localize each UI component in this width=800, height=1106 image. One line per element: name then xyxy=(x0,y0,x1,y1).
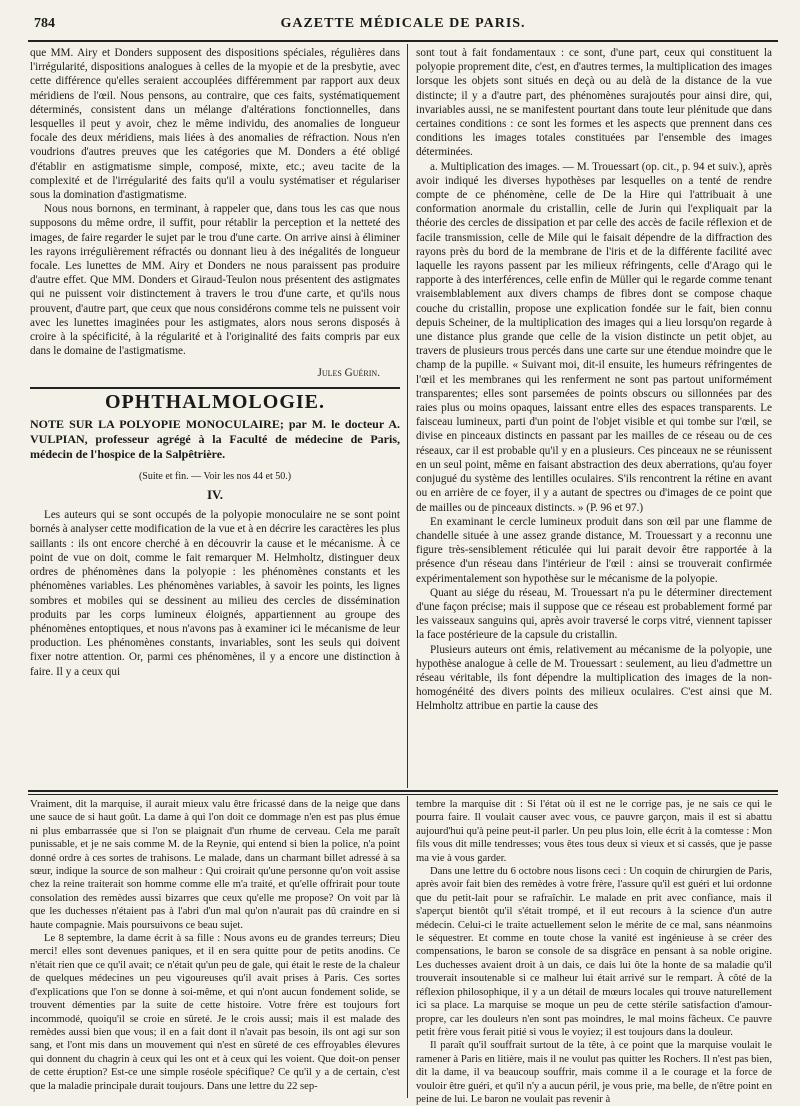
paragraph: Vraiment, dit la marquise, il aurait mieux valu être fricassé dans de la neige que dans une sauce de si haut goût. La dame à qui l'on doit ce dommage n'en est pas plus émue ni plus embarrassée que si l'on se plaignait d'un rhume de cerveau. Cela me paraît punissable, et je ne sais comme M. de la Reynie, qui entend si bien la police, n'a point donné ordre à ces sortes de trahisons. Le malade, dans un charmant billet adressé à sa sœur, indique la source de son malheur : Qui croirait qu'une personne qu'on voit assise chez la reine traiterait son homme comme elle m'a traité, et qu'elle offrirait pour toute consolation des remèdes aussi bizarres que ceux qu'elle me propose? On voit par là que les duchesses n'étaient pas à l'abri d'un mal qu'on n'aurait pas dû craindre en si haute compagnie. Mais poursuivons ce beau sujet. xyxy=(30,799,400,931)
article-title: NOTE SUR LA POLYOPIE MONOCULAIRE; par M. le docteur A. VULPIAN, professeur agrégé à la Faculté de médecine de Paris, médecin de l'hospice de la Salpêtrière. xyxy=(30,416,400,461)
paragraph: Le 8 septembre, la dame écrit à sa fille : Nous avons eu de grandes terreurs; Dieu merci! elles sont devenues paniques, et il en sera quitte pour de petits anodins. Ce n'était rien que ce qu'il avait; ce n'était qu'un peu de gale, qui était le reste de la chaleur de quelques médecines un peu vigoureuses qu'il avait prises à Paris. Ces sortes d'explications que l'on se donne à soi-même, et qui n'ont aucun fondement solide, se trouvent démenties par la suite de cette histoire. Votre frère est toujours fort incommodé, quoiqu'il se croie en sûreté. Je le crois aussi; mais il est malade des remèdes aussi bien que vous; il en a fait dont il n'avait pas besoin, ils ont agi sur son sang, et l'ont mis dans un mouvement qui n'est en sûreté de ces effroyables élevures qui donnent du chagrin à ceux qui les ont et à ceux qui les voient. Que doit-on penser de cette éruption? Est-ce une simple roséole spécifique? Ce qu'il y a de certain, c'est que la maladie principale durait toujours. Dans une lettre du 22 sep- xyxy=(30,933,400,1092)
page-header xyxy=(28,10,778,42)
column-divider xyxy=(407,44,408,788)
paragraph: Dans une lettre du 6 octobre nous lisons ceci : Un coquin de chirurgien de Paris, après avoir fait bien des remèdes à votre frère, l'assure qu'il est guéri et lui ordonne que du petit-lait pour se rafraîchir. Le malade en prit avec confiance, mais il s'aperçut bientôt qu'il s'était trompé, et il eut recours à la science d'un autre médecin. Celui-ci le traite actuellement selon le mérite de ce mal, sans néanmoins le séquestrer. Et comme en toute chose la vanité est ingénieuse à se créer des compensations, le baron se console de sa disgrâce en pensant à sa noble origine. Les duchesses avaient droit à un dais, ce dais lui ôte la honte de sa maladie qu'il trouverait insoutenable si ce malheur lui était arrivé sur le rempart. À côté de la réflexion philosophique, il y a un détail de mœurs locales qui trouve naturellement ici sa place. La marquise se moque un peu de cette stérile satisfaction d'amour-propre, car les douleurs n'en sont pas moindres, le mal moins fâcheux. Ce pauvre petit frère vous ferait pitié si vous le voyiez; il est toujours dans la douleur. xyxy=(416,866,772,1038)
paragraph: Quant au siége du réseau, M. Trouessart n'a pu le déterminer directement d'une façon précise; mais il suppose que ce réseau est probablement formé par les vaisseaux sanguins qui, après avoir traversé le corps vitré, viennent tapisser la face postérieure de la capsule du cristallin. xyxy=(416,586,772,642)
paragraph: a. Multiplication des images. — M. Trouessart (op. cit., p. 94 et suiv.), après avoir indiqué les diverses hypothèses par lesquelles on a tenté de rendre compte de ce phénomène, celle de De la Hire qui l'attribuait à une conformation anormale du cristallin, celle de Jurin qui l'expliquait par la théorie des cercles de dissipation et par celle des accès de facile réflexion et de facile transmission, celle de Mile qui le faisait dépendre de la diffraction des rayons près du bord de la membrane de l'iris et de la différente facilité avec laquelle les rayons passent par les milieux réfringents, celle d'Arago qui le rapporte à des interférences, celle enfin de Müller qui le regarde comme tenant vraisemblablement aux divers champs de fibres dont se compose chaque couche du cristallin, propose une explication fondée sur le fait, bien connu depuis Scheiner, de la multiplication des images qui a lieu lorsqu'on regarde à une distance plus grande que celle de la vision distincte un petit objet, au travers de plusieurs trous percés dans une carte sur une étendue moindre que le champ de la pupille. « Suivant moi, dit-il ensuite, les humeurs réfringentes de l'œil et les membranes qui les renferment ne sont pas partout uniformément transparentes; elles sont parsemées de points obscurs ou sillonnées par des raies plus ou moins opaques, laissant entre elles des espaces transparents. Le faisceau lumineux, parti d'un point de l'objet visible et qui tombe sur l'œil, se divise en pinceaux distincts en passant par les mailles de ce réseau ou de ces réseaux, car il est probable qu'il y en a plusieurs. Ces pinceaux ne se réunissent en un seul point, même en faisant abstraction des deux aberrations, qu'au foyer conjugué du système des lentilles oculaires. S'ils rencontrent la rétine en avant ou en arrière de ce foyer, il y a autant de spectres ou d'images de ce point que de mailles ou de pinceaux distincts. » (P. 96 et 97.) xyxy=(416,160,772,514)
feuilleton-rule xyxy=(28,790,778,792)
feuilleton-right-column xyxy=(416,798,772,1105)
section-number: IV. xyxy=(206,487,224,503)
continuation-note: (Suite et fin. — Voir les nos 44 et 50.) xyxy=(138,470,292,482)
journal-title: GAZETTE MÉDICALE DE PARIS. xyxy=(280,16,526,31)
paragraph: tembre la marquise dit : Si l'état où il est ne le corrige pas, je ne sais ce qui le pourra faire. Il voulait causer avec vous, ce pauvre garçon, mais il est si abattu aujourd'hui qu'à peine peut-il parler. Un peu plus loin, elle écrit à la comtesse : Mon fils vous dit mille tendresses; vous êtes tous deux si vieux et si cassés, que je passe ma vie à vous garder. xyxy=(416,799,772,864)
paragraph: En examinant le cercle lumineux produit dans son œil par une flamme de chandelle située à une assez grande distance, M. Trouessart y a reconnu une figure très-sensiblement réticulée qui lui parait devoir être rapportée à la présence d'un réseau dans l'intérieur de l'œil : ainsi se trouverait confirmée expérimentalement son hypothèse sur le mécanisme de la polyopie. xyxy=(416,515,772,585)
feuilleton-column-divider xyxy=(407,796,408,1098)
section-title: OPHTHALMOLOGIE. xyxy=(104,390,326,413)
feuilleton-left-column xyxy=(30,798,400,1098)
left-column xyxy=(30,46,400,786)
feuilleton-rule-thin xyxy=(28,794,778,795)
paragraph: Il paraît qu'il souffrait surtout de la tête, à ce point que la marquise voulait le ramener à Paris en litière, mais il ne voulut pas quitter les Rochers. Il n'est pas bien, dit la dame, il va beaucoup souffrir, mais comme il a le courage et la force de vouloir être guéri, et qu'il n'y a aucun péril, je vous prie, ma belle, de n'être point en peine de lui. Le baron ne voulait pas revenir à xyxy=(416,1040,772,1105)
author-signature: Jules Guérin. xyxy=(317,367,380,380)
paragraph: Les auteurs qui se sont occupés de la polyopie monoculaire ne se sont point bornés à analyser cette modification de la vue et à en décrire les caractères les plus saillants : ils ont encore cherché à en découvrir la cause et le mécanisme. À ce point de vue on doit, comme le fait remarquer M. Helmholtz, distinguer deux ordres de phénomènes dans la polyopie : les phénomènes constants et les phénomènes variables. Les phénomènes variables, à savoir les points, les lignes sombres et mobiles qui se dessinent au milieu des cercles de dissémination produits par les corps lumineux éloignés, appartiennent au groupe des phénomènes entoptiques, et nous n'avons pas à examiner ici le mécanisme de leur production. Les phénomènes constants, invariables, sont les seuls qui doivent fixer notre attention. Or, parmi ces phénomènes, il y a encore une distinction à faire. Il y a ceux qui xyxy=(30,509,400,678)
page-number: 784 xyxy=(34,16,55,31)
paragraph: que MM. Airy et Donders supposent des dispositions spéciales, régulières dans l'irrégularité, dispositions analogues à celles de la myopie et de la presbytie, avec cette différence qu'elles seraient accouplées différemment par rapport aux deux méridiens de l'œil. Nous pensons, au contraire, que ces faits, systématiquement déterminés, consistent dans un mélange d'altérations fonctionnelles, dans lesquelles il peut y avoir, chez le même individu, des anomalies de longueur focale des deux méridiens, mais liées à des anomalies de réfraction. Nous n'en voudrions d'autres preuves que les catégories que M. Donders a été obligé d'établir en astigmatisme simple, composé, mixte, etc.; aveu tacite de la complexité et de l'irrégularité des faits qu'il a voulu systématiser et régulariser sous la domination d'astigmatisme. xyxy=(30,47,400,202)
paragraph: sont tout à fait fondamentaux : ce sont, d'une part, ceux qui constituent la polyopie proprement dite, c'est, en d'autres termes, la multiplication des images lorsque les objets sont situés en deçà ou au delà de la distance de la vue distincte; il y a d'autre part, des phénomènes surajoutés pour ainsi dire, qui, invariables aussi, ne se manifestent pourtant dans toute leur plénitude que dans certaines conditions : ce sont les formes et les aspects que prennent dans ces conditions les images totales constituées par l'ensemble des images déterminées. xyxy=(416,47,772,159)
paragraph: Nous nous bornons, en terminant, à rappeler que, dans tous les cas que nous supposons du même ordre, il suffit, pour rétablir la perception et la netteté des images, de faire regarder le sujet par le trou d'une carte. On arrive ainsi à éliminer les rayons irrégulièrement réfractés ou donnant lieu à des inégalités de longueur focale. Les lunettes de MM. Airy et Donders ne nous paraissent pas produire d'autre effet. Que MM. Donders et Giraud-Teulon nous présentent des astigmates qui ne puissent voir distinctement à travers le trou d'une carte, et qu'ils nous prouvent, d'autre part, que ceux que nous considérons comme tels ne puissent voir avec les lunettes imaginées pour les astigmates, alors nous serons disposés à croire à la spécificité, à la régularité et à l'originalité des faits compris par eux dans le domaine de l'astigmatisme. xyxy=(30,203,400,358)
right-column xyxy=(416,46,772,786)
paragraph: Plusieurs auteurs ont émis, relativement au mécanisme de la polyopie, une hypothèse analogue à celle de M. Trouessart : seulement, au lieu d'admettre un réseau véritable, ils font dépendre la multiplication des images de la non-homogénéité des divers points des milieux oculaires. C'est ainsi que M. Helmholtz attribue en partie la cause des xyxy=(416,643,772,713)
section-separator xyxy=(30,387,400,389)
